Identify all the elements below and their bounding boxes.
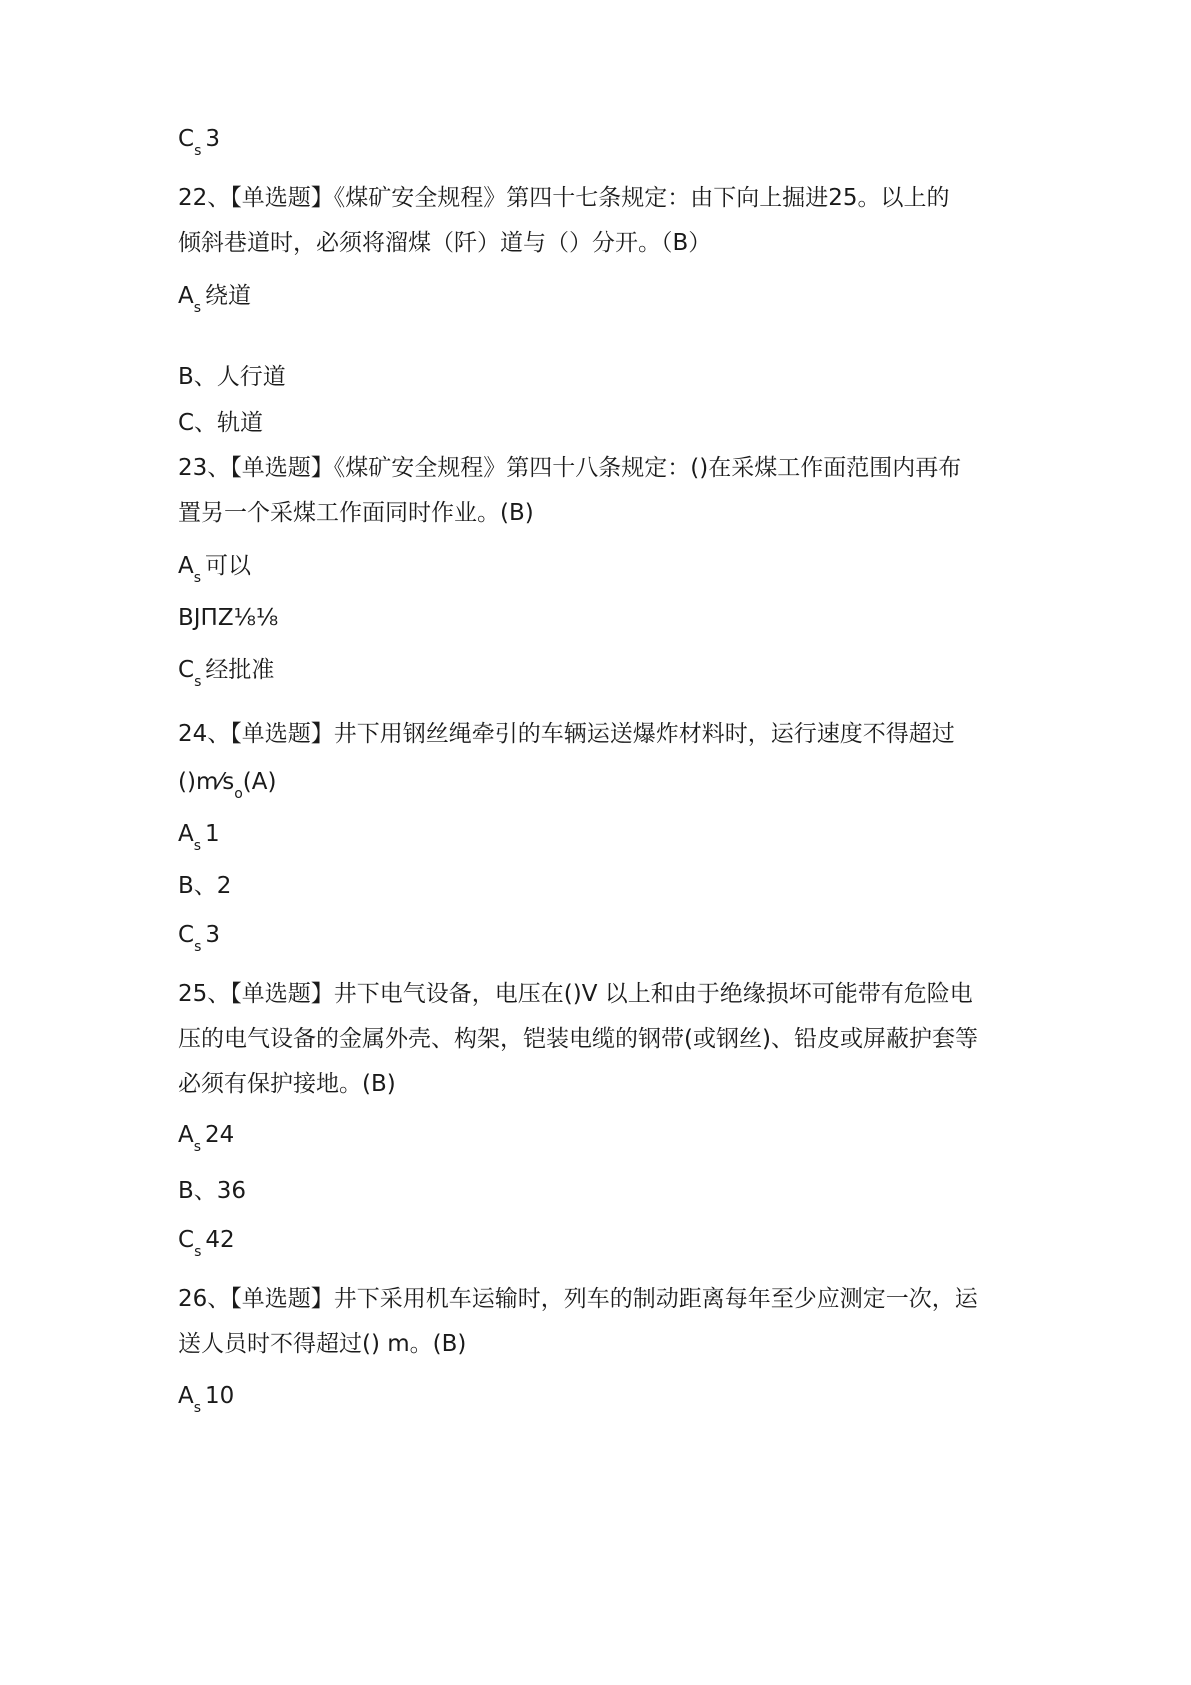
option-letter: A [178, 821, 194, 847]
option-subscript: s [194, 939, 202, 955]
option-c-q25 [178, 1225, 235, 1258]
option-letter: C [178, 657, 195, 683]
option-subscript: s [193, 300, 202, 316]
option-text: 10 [205, 1383, 235, 1409]
option-a-q23 [178, 551, 251, 584]
option-c-q24 [178, 920, 220, 953]
option-a-q26 [178, 1381, 234, 1414]
option-subscript: s [193, 1139, 202, 1155]
question-22-line-2: 倾斜巷道时，必须将溜煤（阡）道与（）分开。（B） [178, 230, 712, 256]
option-letter: A [178, 283, 194, 309]
option-a-q24 [178, 819, 220, 852]
question-26-line-2: 送人员时不得超过() m。(B) [178, 1331, 467, 1357]
question-25-line-2: 压的电气设备的金属外壳、构架，铠装电缆的钢带(或钢丝)、铅皮或屏蔽护套等 [178, 1026, 978, 1052]
option-text: 绕道 [205, 283, 252, 309]
option-c-q21 [178, 124, 220, 157]
question-24-line-2 [178, 767, 276, 800]
option-c-q22: C、轨道 [178, 410, 264, 436]
option-text: 1 [205, 821, 220, 847]
question-24-line-1: 24、【单选题】井下用钢丝绳牵引的车辆运送爆炸材料时，运行速度不得超过 [178, 721, 955, 747]
option-text: 3 [205, 126, 220, 152]
question-23-line-1: 23、【单选题】《煤矿安全规程》第四十八条规定：()在采煤工作面范围内再布 [178, 455, 962, 481]
option-subscript: s [193, 1400, 202, 1416]
option-subscript: s [194, 1244, 202, 1260]
option-subscript: s [194, 674, 202, 690]
option-letter: C [178, 922, 195, 948]
option-subscript: s [193, 838, 202, 854]
option-b-q24: B、2 [178, 873, 232, 899]
option-b-q22: B、人行道 [178, 364, 286, 390]
option-text: 42 [205, 1227, 235, 1253]
option-c-q23 [178, 655, 274, 688]
option-subscript: s [193, 570, 202, 586]
option-letter: A [178, 553, 194, 579]
question-25-line-3: 必须有保护接地。(B) [178, 1071, 396, 1097]
option-text: 经批准 [205, 657, 275, 683]
option-subscript: s [194, 143, 202, 159]
option-text: 24 [205, 1122, 235, 1148]
option-letter: C [178, 1227, 195, 1253]
question-22-line-1: 22、【单选题】《煤矿安全规程》第四十七条规定：由下向上掘进25。以上的 [178, 185, 950, 211]
question-25-line-1: 25、【单选题】井下电气设备，电压在()V 以上和由于绝缘损坏可能带有危险电 [178, 981, 973, 1007]
option-b-q23: BJΠZ⅛⅛ [178, 605, 279, 631]
option-a-q25 [178, 1120, 234, 1153]
option-b-q25: B、36 [178, 1178, 247, 1204]
question-26-line-1: 26、【单选题】井下采用机车运输时，列车的制动距离每年至少应测定一次，运 [178, 1286, 978, 1312]
question-23-line-2: 置另一个采煤工作面同时作业。(B) [178, 500, 534, 526]
answer-text: (A) [242, 769, 277, 795]
unit-subscript: o [234, 786, 243, 802]
unit-text: ()m⁄s [178, 769, 235, 795]
option-letter: C [178, 126, 195, 152]
option-letter: A [178, 1383, 194, 1409]
option-letter: A [178, 1122, 194, 1148]
option-text: 3 [205, 922, 220, 948]
option-a-q22 [178, 281, 251, 314]
option-text: 可以 [205, 553, 252, 579]
